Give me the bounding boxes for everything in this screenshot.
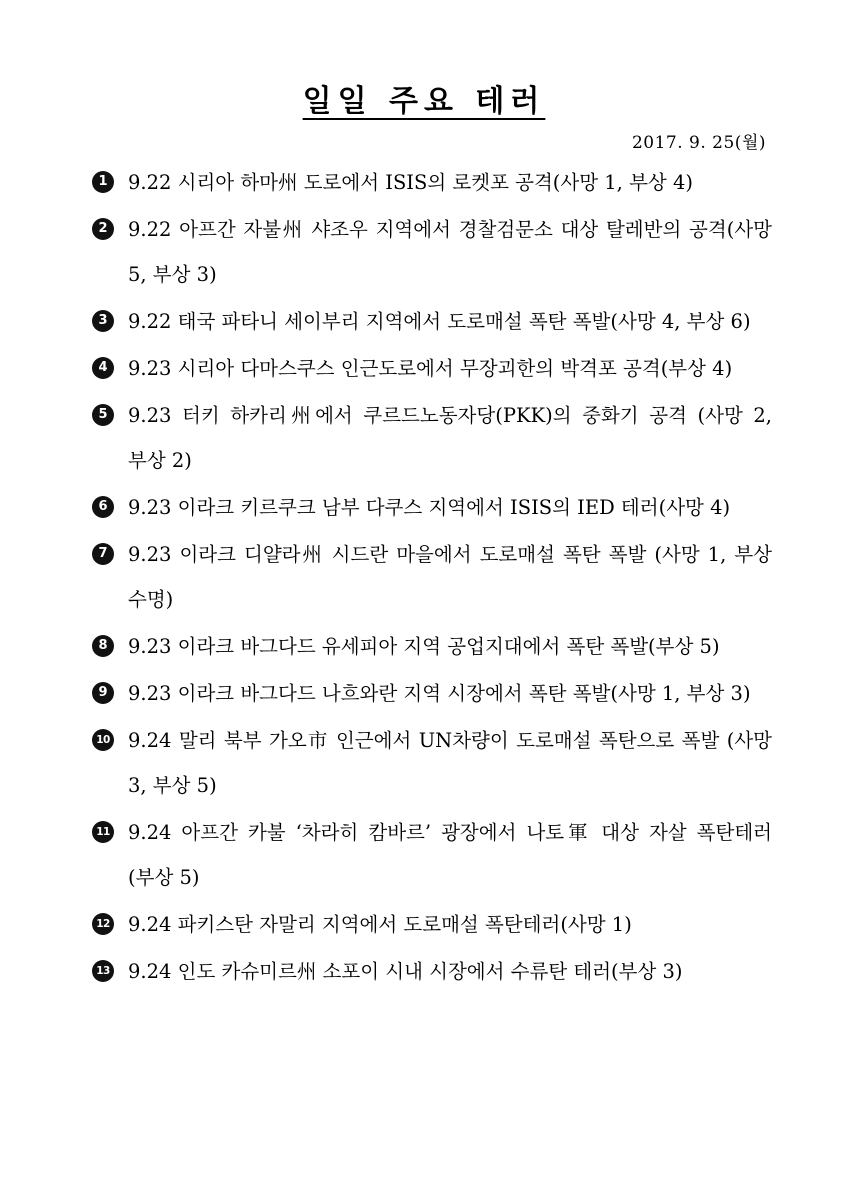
number-badge-4: 4	[92, 357, 114, 379]
list-item	[92, 160, 772, 205]
number-badge-3: 3	[92, 310, 114, 332]
number-badge-8: 8	[92, 635, 114, 657]
incident-text: 9.22 태국 파타니 세이부리 지역에서 도로매설 폭탄 폭발(사망 4, 부상 6)	[128, 310, 751, 333]
incident-text: 9.23 시리아 다마스쿠스 인근도로에서 무장괴한의 박격포 공격(부상 4)	[128, 357, 733, 380]
incident-text: 9.23 터키 하카리州에서 쿠르드노동자당(PKK)의 중화기 공격 (사망 2, 부상 2)	[128, 404, 772, 472]
list-item	[92, 624, 772, 669]
incident-text: 9.23 이라크 디얄라州 시드란 마을에서 도로매설 폭탄 폭발 (사망 1, 부상 수명)	[128, 543, 772, 611]
number-badge-5: 5	[92, 404, 114, 426]
incident-text: 9.24 아프간 카불 ‘차라히 캄바르’ 광장에서 나토軍 대상 자살 폭탄테러(부상 5)	[128, 821, 772, 889]
list-item	[92, 207, 772, 297]
list-item	[92, 346, 772, 391]
number-badge-7: 7	[92, 543, 114, 565]
list-item	[92, 902, 772, 947]
incident-text: 9.24 인도 카슈미르州 소포이 시내 시장에서 수류탄 테러(부상 3)	[128, 960, 683, 983]
incident-text: 9.22 시리아 하마州 도로에서 ISIS의 로켓포 공격(사망 1, 부상 4)	[128, 171, 693, 194]
document-date: 2017. 9. 25(월)	[631, 133, 766, 153]
number-badge-6: 6	[92, 496, 114, 518]
document-title: 일일 주요 테러	[302, 84, 546, 119]
number-badge-13: 13	[92, 960, 114, 982]
number-badge-9: 9	[92, 682, 114, 704]
number-badge-10: 10	[92, 729, 114, 751]
incident-text: 9.24 말리 북부 가오市 인근에서 UN차량이 도로매설 폭탄으로 폭발 (사망 3, 부상 5)	[128, 729, 772, 797]
number-badge-1: 1	[92, 171, 114, 193]
list-item	[92, 485, 772, 530]
list-item	[92, 949, 772, 994]
incident-text: 9.24 파키스탄 자말리 지역에서 도로매설 폭탄테러(사망 1)	[128, 913, 632, 936]
list-item	[92, 532, 772, 622]
list-item	[92, 393, 772, 483]
number-badge-11: 11	[92, 821, 114, 843]
number-badge-12: 12	[92, 913, 114, 935]
incident-text: 9.23 이라크 바그다드 유세피아 지역 공업지대에서 폭탄 폭발(부상 5)	[128, 635, 720, 658]
list-item	[92, 299, 772, 344]
incident-text: 9.22 아프간 자불州 샤조우 지역에서 경찰검문소 대상 탈레반의 공격(사망 5, 부상 3)	[128, 218, 772, 286]
incident-list	[92, 160, 772, 996]
incident-text: 9.23 이라크 키르쿠크 남부 다쿠스 지역에서 ISIS의 IED 테러(사망 4)	[128, 496, 731, 519]
number-badge-2: 2	[92, 218, 114, 240]
list-item	[92, 810, 772, 900]
incident-text: 9.23 이라크 바그다드 나흐와란 지역 시장에서 폭탄 폭발(사망 1, 부상 3)	[128, 682, 751, 705]
list-item	[92, 718, 772, 808]
list-item	[92, 671, 772, 716]
